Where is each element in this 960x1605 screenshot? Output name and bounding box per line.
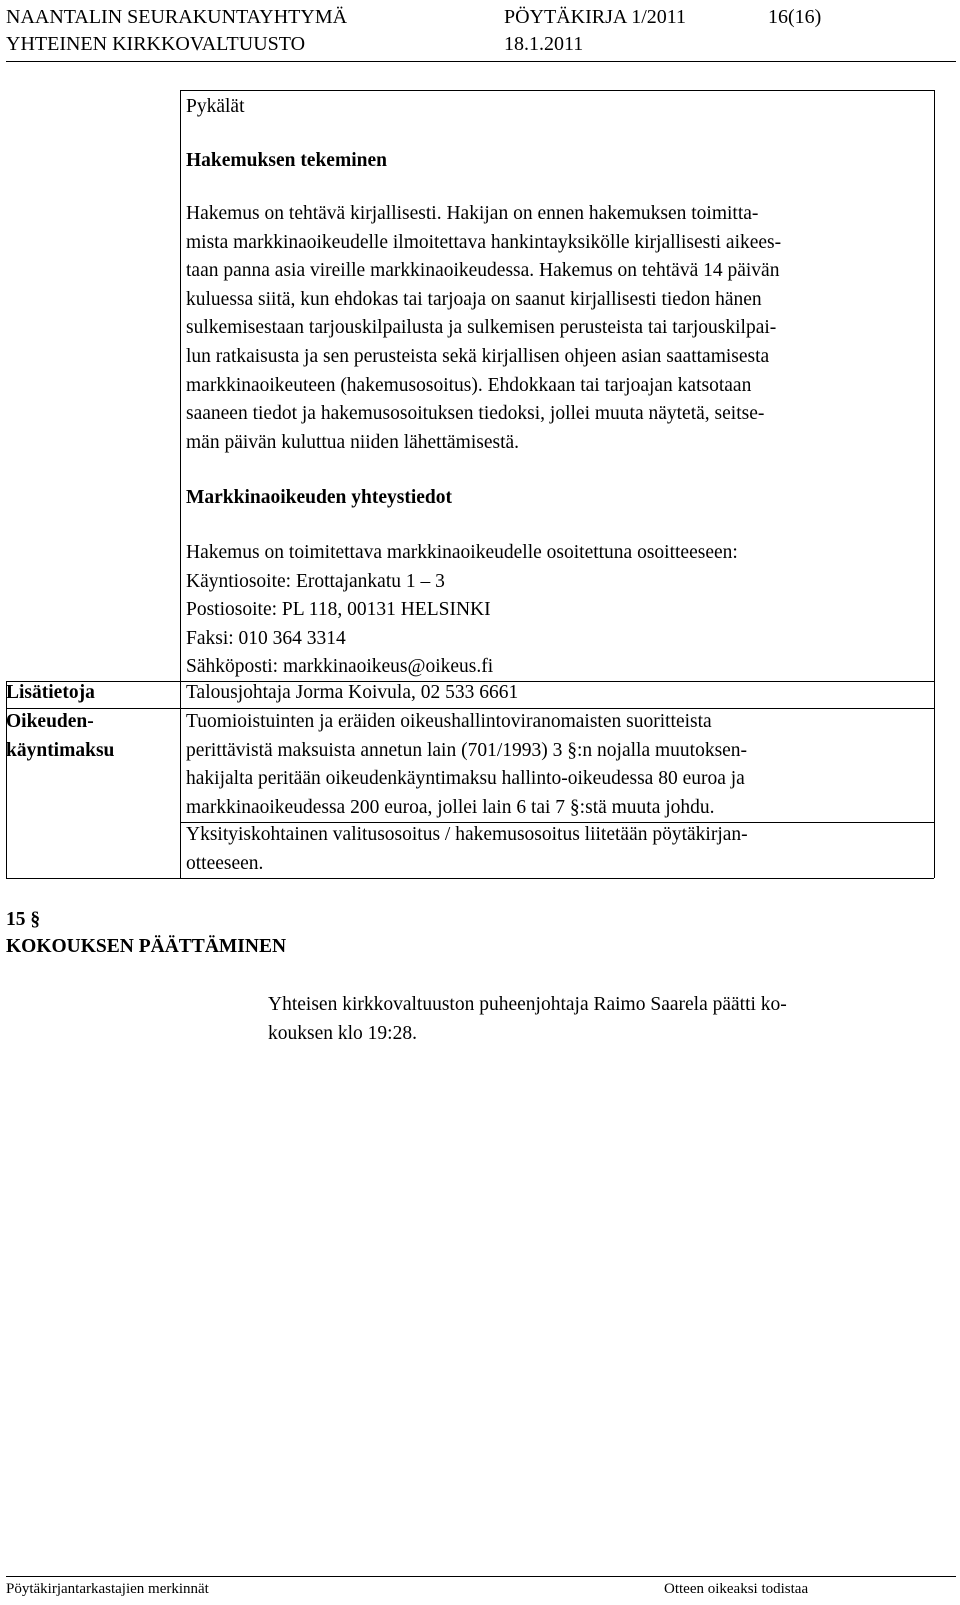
text-line: lun ratkaisusta ja sen perusteista sekä kirjallisen ohjeen asian saattamisesta [186, 345, 770, 367]
oikeudenkayntimaksu-value [186, 708, 747, 822]
lisatietoja-label: Lisätietoja [6, 682, 95, 703]
text-line: Tuomioistuinten ja eräiden oikeushallintoviranomaisten suoritteista [186, 711, 712, 732]
label-line: Oikeuden- [6, 711, 94, 732]
footer-rule [6, 1576, 956, 1577]
text-line: hakijalta peritään oikeudenkäyntimaksu hallinto-oikeudessa 80 euroa ja [186, 768, 745, 790]
heading-hakemuksen-tekeminen: Hakemuksen tekeminen [186, 150, 387, 171]
section-text [268, 991, 787, 1048]
contact-postal-address: Postiosoite: PL 118, 00131 HELSINKI [186, 599, 491, 621]
contact-visiting-address: Käyntiosoite: Erottajankatu 1 – 3 [186, 570, 445, 592]
text-line: saaneen tiedot ja hakemusosoituksen tiedoksi, jollei muuta näytetä, seitse- [186, 403, 765, 425]
section-number: 15 § [6, 909, 41, 930]
box-right-border [934, 90, 935, 878]
text-line: markkinaoikeuteen (hakemusosoitus). Ehdokkaan tai tarjoajan katsotaan [186, 374, 752, 396]
pykalat-label: Pykälät [186, 96, 245, 117]
footer-right: Otteen oikeaksi todistaa [664, 1581, 809, 1597]
lisatietoja-value: Talousjohtaja Jorma Koivula, 02 533 6661 [186, 682, 519, 703]
label-line: käyntimaksu [6, 739, 115, 761]
paragraph-hakemus [186, 200, 781, 457]
header-doc: PÖYTÄKIRJA 1/2011 [504, 6, 687, 28]
text-line: män päivän kuluttua niiden lähettämisestä. [186, 431, 520, 453]
attachment-note [186, 821, 748, 878]
text-line: taan panna asia vireille markkinaoikeudessa. Hakemus on tehtävä 14 päivän [186, 260, 780, 282]
header-date: 18.1.2011 [504, 33, 584, 55]
heading-markkinaoikeuden-yhteystiedot: Markkinaoikeuden yhteystiedot [186, 487, 452, 508]
text-line: Yhteisen kirkkovaltuuston puheenjohtaja Raimo Saarela päätti ko- [268, 994, 787, 1015]
text-line: kouksen klo 19:28. [268, 1022, 417, 1044]
header-rule [6, 61, 956, 62]
text-line: perittävistä maksuista annetun lain (701/1993) 3 §:n nojalla muutoksen- [186, 739, 748, 761]
box-left-border [180, 90, 181, 681]
text-line: Hakemus on tehtävä kirjallisesti. Hakijan on ennen hakemuksen toimitta- [186, 203, 759, 224]
box-column-divider [180, 681, 181, 878]
text-line: sulkemisestaan tarjouskilpailusta ja sulkemisen perusteista tai tarjouskilpai- [186, 317, 777, 339]
contact-fax: Faksi: 010 364 3314 [186, 627, 346, 649]
oikeudenkayntimaksu-label [6, 708, 114, 765]
text-line: markkinaoikeudessa 200 euroa, jollei lain 6 tai 7 §:stä muuta johdu. [186, 796, 715, 818]
box-top-border [180, 90, 934, 91]
header-body: YHTEINEN KIRKKOVALTUUSTO [6, 33, 306, 55]
section-title: KOKOUKSEN PÄÄTTÄMINEN [6, 936, 287, 957]
contact-intro: Hakemus on toimitettava markkinaoikeudelle osoitettuna osoitteeseen: [186, 542, 738, 563]
footer-left: Pöytäkirjantarkastajien merkinnät [6, 1581, 209, 1597]
text-line: otteeseen. [186, 852, 264, 874]
text-line: mista markkinaoikeudelle ilmoitettava hankintayksikölle kirjallisesti aikees- [186, 231, 782, 253]
text-line: Yksityiskohtainen valitusosoitus / hakemusosoitus liitetään pöytäkirjan- [186, 824, 748, 845]
header-page: 16(16) [768, 6, 822, 28]
header-org: NAANTALIN SEURAKUNTAYHTYMÄ [6, 6, 348, 28]
contact-email: Sähköposti: markkinaoikeus@oikeus.fi [186, 656, 494, 678]
text-line: kuluessa siitä, kun ehdokas tai tarjoaja on saanut kirjallisesti tiedon hänen [186, 288, 762, 310]
contact-block [186, 539, 738, 682]
